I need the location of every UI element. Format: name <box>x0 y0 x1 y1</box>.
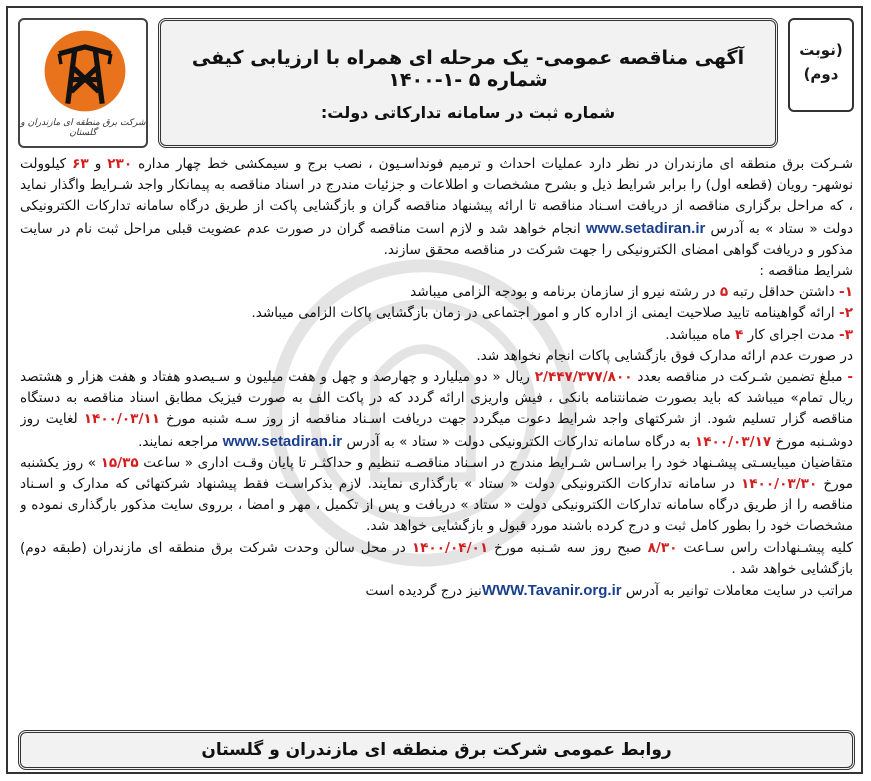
condition-item-1: ۱- داشتن حداقل رتبه ۵ در رشته نیرو از سازمان برنامه و بودجه الزامی میباشد <box>410 284 853 301</box>
guarantee-paragraph: - مبلغ تضمین شـرکت در مناقصه بعدد ۲/۴۴۷/۳۷۷/۸۰۰ ریال « دو میلیارد و چهارصد و چهل و هفت میلیون و سـیصدو هفتاد و هفت هزار و هشتصد ریال تمام» میباشد که باید بصورت ضمانتنامه بانکی ، فیش واریزی ارائه گردد که در پاکت الف به صورت فیزیک مطابق اسناد مناقصه به دستگاه مناقصه گزار تسلیم شود. از شرکتهای واجد شرایط دعوت میگردد جهت دریافت اسـناد مناقصه از روز سـه شنبه مورخ ۱۴۰۰/۰۳/۱۱ لغایت روز دوشـنبه مورخ ۱۴۰۰/۰۳/۱۷ به درگاه سامانه تدارکات الکترونیکی دولت « ستاد » به آدرس www.setadiran.ir مراجعه نمایند. <box>20 369 853 450</box>
setadiran-link-2[interactable]: www.setadiran.ir <box>222 432 343 450</box>
intro-paragraph: شـرکت برق منطقه ای مازندران در نظر دارد عملیات احداث و ترمیم فونداسـیون ، نصب برج و سیمکشی خط چهار مداره ۲۳۰ و ۶۳ کیلوولت نوشهر- رویان (قطعه اول) را برابر شرایط ذیل و بشرح مشخصات و اطلاعات و جزئیات مندرج در اسناد مناقصه به پیمانکار واجد شـرایط واگذار نماید ، که مراحل برگزاری مناقصه از دریافت اسـناد مناقصه تا ارائه پیشنهاد مناقصه گران و بازگشایی پاکت از طریق درگاه سامانه تدارکات الکترونیکی دولت « ستاد » به آدرس www.setadiran.ir انجام خواهد شد و لازم است مناقصه گران در صورت عدم عضویت قبلی مراحل ثبت نام در سایت مذکور و دریافت گواهی امضای الکترونیکی را جهت شرکت در مناقصه محقق سازند. <box>20 156 853 258</box>
public-relations-footer: روابط عمومی شرکت برق منطقه ای مازندران و گلستان <box>18 730 855 770</box>
tender-notice <box>6 6 863 774</box>
power-tower-logo-icon <box>42 28 128 114</box>
logo-caption: شرکت برق منطقه ای مازندران و گلستان <box>20 118 146 138</box>
tavanir-paragraph: مراتب در سایت معاملات توانیر به آدرس WWW.Tavanir.org.irنیز درج گردیده است <box>365 582 853 600</box>
title-banner <box>158 18 778 148</box>
condition-item-2: ۲- ارائه گواهینامه تایید صلاحیت ایمنی از اداره کار و امور اجتماعی در زمان بازگشایی پاکات الزامی میباشد. <box>251 305 853 322</box>
tavanir-link[interactable]: WWW.Tavanir.org.ir <box>481 582 622 600</box>
conditions-heading: شرایط مناقصه : <box>759 263 853 280</box>
submission-paragraph: متقاضیان میبایسـتی پیشـنهاد خود را براسـاس شـرایط مندرج در اسـناد مناقصـه تنظیم و حداکثـر تا پایان وقـت اداری « ساعت ۱۵/۳۵ » روز یکشنبه مورخ ۱۴۰۰/۰۳/۳۰ در سامانه تدارکات الکترونیکی دولت « ستاد » بارگذاری نمایند. لازم بذکراسـت فقط پیشنهاد شرکتهائی که مدارک و اسـناد مناقصه را از طریق درگاه سامانه تدارکات الکترونیکی دولت « ستاد » دریافت و پس از تکمیل ، مهر و امضا ، برروی سایت مذکور بارگذاری نموده و مشخصات خود را بطور کامل ثبت و درج کرده باشند مورد قبول و بازگشایی خواهد شد. <box>20 454 853 535</box>
documents-note: در صورت عدم ارائه مدارک فوق بازگشایی پاکات انجام نخواهد شد. <box>476 347 853 364</box>
registration-number-label: شماره ثبت در سامانه تدارکاتی دولت: <box>320 103 616 122</box>
notice-title: آگهی مناقصه عمومی- یک مرحله ای همراه با ارزیابی کیفی شماره ۵ -۱-۱۴۰۰ <box>191 47 745 91</box>
setadiran-link[interactable]: www.setadiran.ir <box>585 219 706 237</box>
company-logo <box>18 18 148 148</box>
opening-paragraph: کلیه پیشـنهادات راس سـاعت ۸/۳۰ صبح روز سه شـنبه مورخ ۱۴۰۰/۰۴/۰۱ در محل سالن وحدت شرکت برق منطقه ای مازندران (طبقه دوم) بازگشایی خواهد شد . <box>20 539 853 577</box>
round-badge: (نوبت دوم) <box>788 18 854 112</box>
notice-body <box>20 154 853 721</box>
condition-item-3: ۳- مدت اجرای کار ۴ ماه میباشد. <box>665 326 853 343</box>
